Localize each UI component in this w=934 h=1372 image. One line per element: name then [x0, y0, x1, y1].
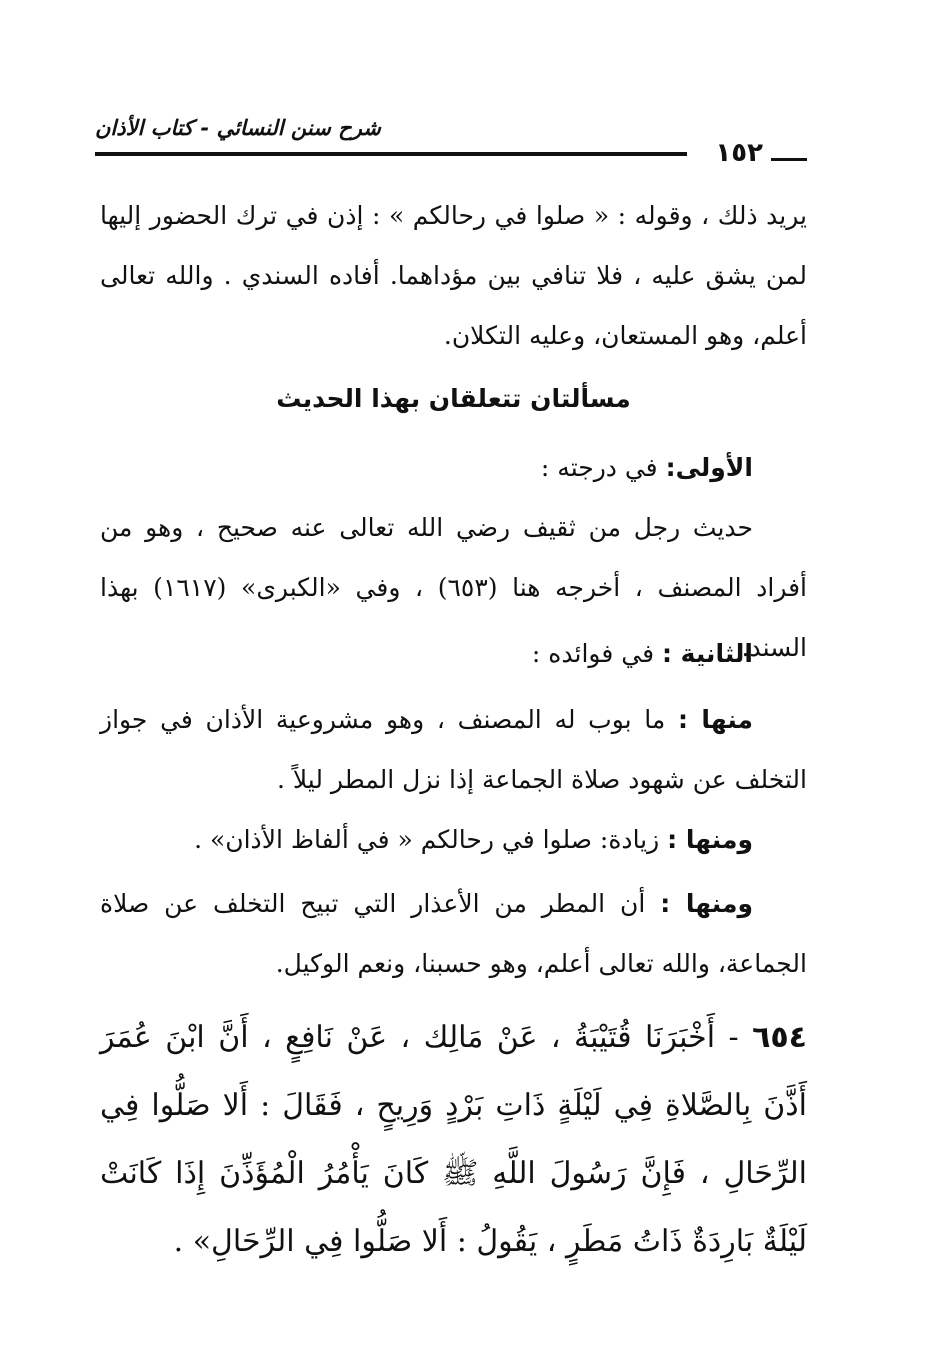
benefit-2-text: زيادة: صلوا في رحالكم « في ألفاظ الأذان» .: [194, 825, 660, 854]
benefit-2: [100, 810, 807, 870]
benefit-1: [100, 690, 807, 810]
hadith-paragraph: [100, 1004, 807, 1276]
second-issue-block: [100, 624, 807, 684]
benefit-1-text: ما بوب له المصنف ، وهو مشروعية الأذان في جواز التخلف عن شهود صلاة الجماعة إذا نزل المطر ليلاً .: [100, 705, 807, 794]
benefit-3: [100, 874, 807, 994]
hadith-text: - أَخْبَرَنَا قُتَيْبَةُ ، عَنْ مَالِك ، عَنْ نَافِعٍ ، أَنَّ ابْنَ عُمَرَ أَذَّنَ بِالصَّلاةِ فِي لَيْلَةٍ ذَاتِ بَرْدٍ وَرِيحٍ ، فَقَالَ : أَلا صَلُّوا فِي الرِّحَالِ ، فَإِنَّ رَسُولَ اللَّهِ ﷺ كَانَ يَأْمُرُ الْمُؤَذِّنَ إِذَا كَانَتْ لَيْلَةٌ بَارِدَةٌ ذَاتُ مَطَرٍ ، يَقُولُ : أَلا صَلُّوا فِي الرِّحَالِ» .: [100, 1020, 807, 1259]
first-issue-intro: في درجته :: [540, 453, 658, 482]
first-issue-line: [100, 438, 807, 498]
first-issue-text: حديث رجل من ثقيف رضي الله تعالى عنه صحيح ، وهو من أفراد المصنف ، أخرجه هنا (٦٥٣) ، وفي «الكبرى» (١٦١٧) بهذا السند.: [100, 513, 808, 662]
opening-paragraph: يريد ذلك ، وقوله : « صلوا في رحالكم » : إذن في ترك الحضور إليها لمن يشق عليه ، فلا تنافي بين مؤداهما. أفاده السندي . والله تعالى أعلم، وهو المستعان، وعليه التكلان.: [100, 201, 807, 350]
section-heading: مسألتان تتعلقان بهذا الحديث: [276, 384, 631, 413]
running-title: شرح سنن النسائي - كتاب الأذان: [95, 116, 381, 140]
benefit-2-label: ومنها :: [667, 825, 753, 854]
hadith-block: [100, 1004, 807, 1276]
hadith-number: ٦٥٤: [752, 1020, 807, 1055]
header-rule: [95, 152, 687, 156]
opening-paragraph-block: [100, 186, 807, 366]
second-issue-label: الثانية :: [661, 639, 753, 668]
benefit-3-label: ومنها :: [660, 889, 753, 918]
page-number: ١٥٢: [715, 138, 807, 168]
first-issue-label: الأولى:: [665, 453, 753, 482]
benefit-1-block: [100, 690, 807, 810]
benefit-1-label: منها :: [677, 705, 754, 734]
benefit-3-block: [100, 874, 807, 994]
second-issue-intro: في فوائده :: [531, 639, 655, 668]
benefit-2-block: [100, 810, 807, 870]
second-issue-line: [100, 624, 807, 684]
benefit-3-text: أن المطر من الأعذار التي تبيح التخلف عن صلاة الجماعة، والله تعالى أعلم، وهو حسبنا، ونعم الوكيل.: [100, 889, 807, 978]
page-header: [95, 110, 807, 170]
